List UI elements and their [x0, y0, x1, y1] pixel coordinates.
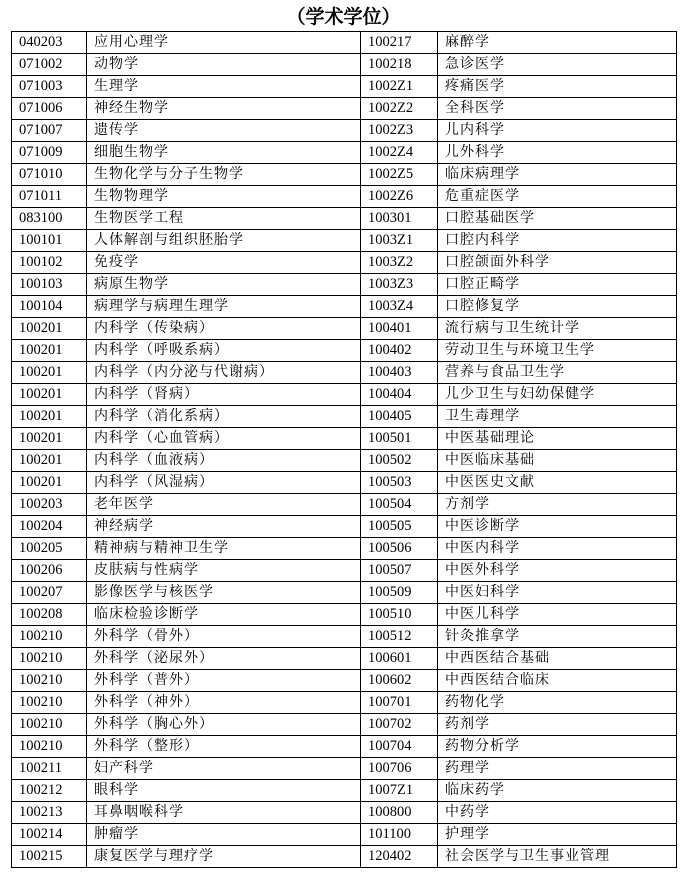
- right-name-cell: 儿外科学: [438, 142, 677, 164]
- left-code-cell: 100210: [12, 670, 87, 692]
- left-code-cell: 071011: [12, 186, 87, 208]
- left-code-cell: 071009: [12, 142, 87, 164]
- left-name-cell: 耳鼻咽喉科学: [87, 802, 361, 824]
- right-code-cell: 1007Z1: [361, 780, 438, 802]
- right-name-cell: 麻醉学: [438, 32, 677, 54]
- right-name-cell: 临床病理学: [438, 164, 677, 186]
- left-name-cell: 内科学（呼吸系病）: [87, 340, 361, 362]
- table-row: [12, 692, 677, 714]
- left-name-cell: 康复医学与理疗学: [87, 846, 361, 868]
- right-name-cell: 中医医史文献: [438, 472, 677, 494]
- left-name-cell: 内科学（内分泌与代谢病）: [87, 362, 361, 384]
- majors-table-body: [12, 32, 677, 868]
- left-name-cell: 外科学（整形）: [87, 736, 361, 758]
- left-name-cell: 神经生物学: [87, 98, 361, 120]
- left-code-cell: 100207: [12, 582, 87, 604]
- left-code-cell: 100205: [12, 538, 87, 560]
- left-name-cell: 精神病与精神卫生学: [87, 538, 361, 560]
- right-code-cell: 100509: [361, 582, 438, 604]
- left-code-cell: 100104: [12, 296, 87, 318]
- left-name-cell: 免疫学: [87, 252, 361, 274]
- table-row: [12, 516, 677, 538]
- right-code-cell: 100218: [361, 54, 438, 76]
- right-code-cell: 100706: [361, 758, 438, 780]
- left-name-cell: 影像医学与核医学: [87, 582, 361, 604]
- left-code-cell: 100212: [12, 780, 87, 802]
- right-name-cell: 中医临床基础: [438, 450, 677, 472]
- table-row: [12, 164, 677, 186]
- table-row: [12, 494, 677, 516]
- left-code-cell: 100211: [12, 758, 87, 780]
- left-code-cell: 100204: [12, 516, 87, 538]
- table-row: [12, 758, 677, 780]
- right-code-cell: 100512: [361, 626, 438, 648]
- left-name-cell: 细胞生物学: [87, 142, 361, 164]
- right-name-cell: 劳动卫生与环境卫生学: [438, 340, 677, 362]
- left-code-cell: 100210: [12, 648, 87, 670]
- right-name-cell: 口腔颌面外科学: [438, 252, 677, 274]
- right-name-cell: 中医儿科学: [438, 604, 677, 626]
- left-name-cell: 动物学: [87, 54, 361, 76]
- right-code-cell: 1002Z4: [361, 142, 438, 164]
- right-code-cell: 1002Z1: [361, 76, 438, 98]
- table-row: [12, 186, 677, 208]
- right-name-cell: 危重症医学: [438, 186, 677, 208]
- left-code-cell: 100206: [12, 560, 87, 582]
- left-name-cell: 内科学（肾病）: [87, 384, 361, 406]
- right-name-cell: 卫生毒理学: [438, 406, 677, 428]
- right-name-cell: 中西医结合基础: [438, 648, 677, 670]
- right-name-cell: 流行病与卫生统计学: [438, 318, 677, 340]
- left-name-cell: 生理学: [87, 76, 361, 98]
- table-row: [12, 76, 677, 98]
- right-code-cell: 100701: [361, 692, 438, 714]
- left-code-cell: 071007: [12, 120, 87, 142]
- right-name-cell: 中医外科学: [438, 560, 677, 582]
- right-code-cell: 1003Z4: [361, 296, 438, 318]
- left-code-cell: 100201: [12, 362, 87, 384]
- left-name-cell: 病原生物学: [87, 274, 361, 296]
- right-code-cell: 1002Z5: [361, 164, 438, 186]
- table-row: [12, 802, 677, 824]
- right-name-cell: 药物化学: [438, 692, 677, 714]
- left-code-cell: 100208: [12, 604, 87, 626]
- left-code-cell: 100201: [12, 384, 87, 406]
- right-name-cell: 护理学: [438, 824, 677, 846]
- left-name-cell: 外科学（胸心外）: [87, 714, 361, 736]
- left-name-cell: 眼科学: [87, 780, 361, 802]
- left-code-cell: 100210: [12, 714, 87, 736]
- right-name-cell: 口腔修复学: [438, 296, 677, 318]
- left-name-cell: 外科学（神外）: [87, 692, 361, 714]
- right-code-cell: 100503: [361, 472, 438, 494]
- right-code-cell: 100501: [361, 428, 438, 450]
- left-code-cell: 100210: [12, 736, 87, 758]
- right-code-cell: 100402: [361, 340, 438, 362]
- table-row: [12, 120, 677, 142]
- right-name-cell: 临床药学: [438, 780, 677, 802]
- right-code-cell: 100506: [361, 538, 438, 560]
- left-name-cell: 外科学（普外）: [87, 670, 361, 692]
- left-code-cell: 100201: [12, 340, 87, 362]
- left-name-cell: 皮肤病与性病学: [87, 560, 361, 582]
- right-code-cell: 100505: [361, 516, 438, 538]
- table-row: [12, 582, 677, 604]
- left-code-cell: 100201: [12, 472, 87, 494]
- table-row: [12, 604, 677, 626]
- right-code-cell: 100217: [361, 32, 438, 54]
- table-row: [12, 428, 677, 450]
- left-code-cell: 071006: [12, 98, 87, 120]
- left-code-cell: 071002: [12, 54, 87, 76]
- left-name-cell: 内科学（血液病）: [87, 450, 361, 472]
- right-code-cell: 100504: [361, 494, 438, 516]
- right-code-cell: 100702: [361, 714, 438, 736]
- left-code-cell: 083100: [12, 208, 87, 230]
- right-code-cell: 100510: [361, 604, 438, 626]
- table-row: [12, 626, 677, 648]
- left-code-cell: 100215: [12, 846, 87, 868]
- right-code-cell: 100403: [361, 362, 438, 384]
- table-row: [12, 450, 677, 472]
- left-code-cell: 100203: [12, 494, 87, 516]
- left-name-cell: 人体解剖与组织胚胎学: [87, 230, 361, 252]
- right-name-cell: 急诊医学: [438, 54, 677, 76]
- left-name-cell: 内科学（传染病）: [87, 318, 361, 340]
- left-name-cell: 生物化学与分子生物学: [87, 164, 361, 186]
- right-name-cell: 营养与食品卫生学: [438, 362, 677, 384]
- table-row: [12, 230, 677, 252]
- left-code-cell: 071010: [12, 164, 87, 186]
- left-name-cell: 遗传学: [87, 120, 361, 142]
- right-name-cell: 中医诊断学: [438, 516, 677, 538]
- left-code-cell: 100210: [12, 692, 87, 714]
- right-code-cell: 1002Z2: [361, 98, 438, 120]
- right-code-cell: 120402: [361, 846, 438, 868]
- table-row: [12, 670, 677, 692]
- left-code-cell: 100103: [12, 274, 87, 296]
- left-code-cell: 100214: [12, 824, 87, 846]
- left-code-cell: 100201: [12, 318, 87, 340]
- table-row: [12, 780, 677, 802]
- table-row: [12, 472, 677, 494]
- left-name-cell: 内科学（消化系病）: [87, 406, 361, 428]
- left-name-cell: 临床检验诊断学: [87, 604, 361, 626]
- left-code-cell: 100210: [12, 626, 87, 648]
- table-row: [12, 538, 677, 560]
- right-code-cell: 101100: [361, 824, 438, 846]
- table-row: [12, 714, 677, 736]
- left-code-cell: 100102: [12, 252, 87, 274]
- right-code-cell: 100800: [361, 802, 438, 824]
- right-name-cell: 疼痛医学: [438, 76, 677, 98]
- table-row: [12, 296, 677, 318]
- left-name-cell: 病理学与病理生理学: [87, 296, 361, 318]
- left-name-cell: 外科学（骨外）: [87, 626, 361, 648]
- right-name-cell: 中药学: [438, 802, 677, 824]
- right-code-cell: 100404: [361, 384, 438, 406]
- table-row: [12, 560, 677, 582]
- right-code-cell: 1002Z3: [361, 120, 438, 142]
- left-code-cell: 100213: [12, 802, 87, 824]
- table-row: [12, 384, 677, 406]
- table-row: [12, 142, 677, 164]
- left-code-cell: 100201: [12, 450, 87, 472]
- right-code-cell: 100301: [361, 208, 438, 230]
- table-row: [12, 208, 677, 230]
- right-name-cell: 儿内科学: [438, 120, 677, 142]
- right-name-cell: 中医妇科学: [438, 582, 677, 604]
- right-name-cell: 方剂学: [438, 494, 677, 516]
- left-name-cell: 内科学（心血管病）: [87, 428, 361, 450]
- table-row: [12, 340, 677, 362]
- left-code-cell: 100201: [12, 428, 87, 450]
- left-name-cell: 生物物理学: [87, 186, 361, 208]
- right-name-cell: 药理学: [438, 758, 677, 780]
- left-name-cell: 生物医学工程: [87, 208, 361, 230]
- right-code-cell: 1003Z3: [361, 274, 438, 296]
- majors-table: [11, 31, 677, 868]
- right-name-cell: 中医基础理论: [438, 428, 677, 450]
- left-code-cell: 040203: [12, 32, 87, 54]
- right-name-cell: 儿少卫生与妇幼保健学: [438, 384, 677, 406]
- right-name-cell: 药剂学: [438, 714, 677, 736]
- table-row: [12, 362, 677, 384]
- right-code-cell: 100602: [361, 670, 438, 692]
- table-row: [12, 252, 677, 274]
- left-code-cell: 071003: [12, 76, 87, 98]
- right-code-cell: 100401: [361, 318, 438, 340]
- left-code-cell: 100101: [12, 230, 87, 252]
- right-code-cell: 1003Z2: [361, 252, 438, 274]
- table-row: [12, 406, 677, 428]
- table-row: [12, 648, 677, 670]
- right-name-cell: 口腔基础医学: [438, 208, 677, 230]
- right-code-cell: 100405: [361, 406, 438, 428]
- left-name-cell: 应用心理学: [87, 32, 361, 54]
- table-row: [12, 736, 677, 758]
- right-code-cell: 100601: [361, 648, 438, 670]
- left-name-cell: 妇产科学: [87, 758, 361, 780]
- right-code-cell: 100704: [361, 736, 438, 758]
- table-row: [12, 54, 677, 76]
- table-row: [12, 846, 677, 868]
- left-name-cell: 外科学（泌尿外）: [87, 648, 361, 670]
- right-name-cell: 中医内科学: [438, 538, 677, 560]
- table-row: [12, 98, 677, 120]
- right-code-cell: 100502: [361, 450, 438, 472]
- right-code-cell: 100507: [361, 560, 438, 582]
- left-name-cell: 内科学（风湿病）: [87, 472, 361, 494]
- right-name-cell: 全科医学: [438, 98, 677, 120]
- right-name-cell: 中西医结合临床: [438, 670, 677, 692]
- right-name-cell: 社会医学与卫生事业管理: [438, 846, 677, 868]
- table-row: [12, 824, 677, 846]
- left-name-cell: 肿瘤学: [87, 824, 361, 846]
- page-title: （学术学位）: [286, 6, 401, 28]
- table-row: [12, 318, 677, 340]
- left-name-cell: 神经病学: [87, 516, 361, 538]
- left-name-cell: 老年医学: [87, 494, 361, 516]
- right-code-cell: 1003Z1: [361, 230, 438, 252]
- right-name-cell: 口腔正畸学: [438, 274, 677, 296]
- right-name-cell: 药物分析学: [438, 736, 677, 758]
- right-name-cell: 口腔内科学: [438, 230, 677, 252]
- left-code-cell: 100201: [12, 406, 87, 428]
- right-name-cell: 针灸推拿学: [438, 626, 677, 648]
- right-code-cell: 1002Z6: [361, 186, 438, 208]
- table-row: [12, 32, 677, 54]
- table-row: [12, 274, 677, 296]
